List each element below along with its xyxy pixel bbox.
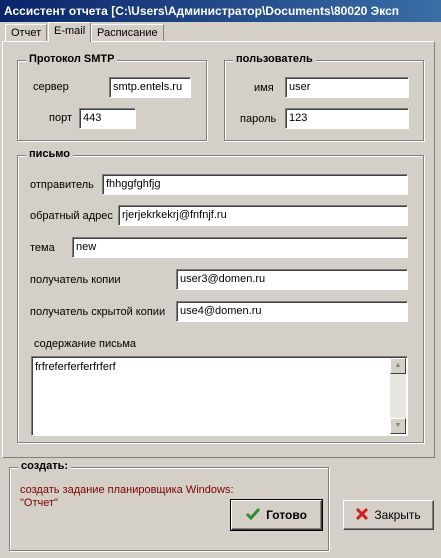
tab-label: E-mail <box>54 25 86 37</box>
title-bar[interactable] <box>0 0 441 22</box>
close-icon <box>356 508 368 520</box>
body-textarea[interactable] <box>31 356 408 436</box>
ok-button[interactable] <box>231 500 322 530</box>
create-task-name: "Отчет" <box>20 497 58 509</box>
password-input[interactable]: 123 <box>285 108 409 129</box>
bcc-input[interactable]: use4@domen.ru <box>176 301 408 322</box>
tab-label: Отчет <box>11 27 42 39</box>
scroll-up-icon[interactable]: ▲ <box>390 358 406 374</box>
body-label: содержание письма <box>34 338 137 350</box>
checkmark-icon <box>246 508 260 520</box>
tab-email[interactable] <box>48 22 91 42</box>
close-button[interactable] <box>343 500 434 530</box>
user-group-title: пользователь <box>233 53 316 65</box>
tab-label: Расписание <box>97 27 158 39</box>
name-label: имя <box>254 82 274 94</box>
server-label: сервер <box>33 81 69 93</box>
body-text: frfreferferferfrferf <box>35 361 116 373</box>
server-input[interactable]: smtp.entels.ru <box>109 77 191 98</box>
smtp-group-title: Протокол SMTP <box>26 53 117 65</box>
bcc-label: получатель скрытой копии <box>30 306 166 318</box>
subject-input[interactable]: new <box>72 237 408 258</box>
reply-address-input[interactable]: rjerjekrkekrj@fnfnjf.ru <box>118 205 408 226</box>
create-group-title: создать: <box>18 460 71 472</box>
cc-input[interactable]: user3@domen.ru <box>176 269 408 290</box>
body-scrollbar[interactable] <box>390 358 406 434</box>
close-button-label: Закрыть <box>374 508 421 522</box>
letter-group-title: письмо <box>26 148 73 160</box>
port-label: порт <box>49 112 72 124</box>
create-description: создать задание планировщика Windows: <box>20 484 234 496</box>
reply-address-label: обратный адрес <box>30 210 113 222</box>
window-title: Ассистент отчета [C:\Users\Администратор\Documents\80020 Эксп <box>4 4 399 18</box>
scroll-down-icon[interactable]: ▼ <box>390 418 406 434</box>
sender-input[interactable]: fhhggfghfjg <box>102 174 408 195</box>
name-input[interactable]: user <box>285 77 409 98</box>
sender-label: отправитель <box>30 179 94 191</box>
tab-schedule[interactable] <box>91 24 164 42</box>
port-input[interactable]: 443 <box>79 108 136 129</box>
password-label: пароль <box>240 113 277 125</box>
subject-label: тема <box>30 242 55 254</box>
ok-button-label: Готово <box>266 508 307 522</box>
tab-report[interactable] <box>5 24 47 42</box>
cc-label: получатель копии <box>30 274 121 286</box>
